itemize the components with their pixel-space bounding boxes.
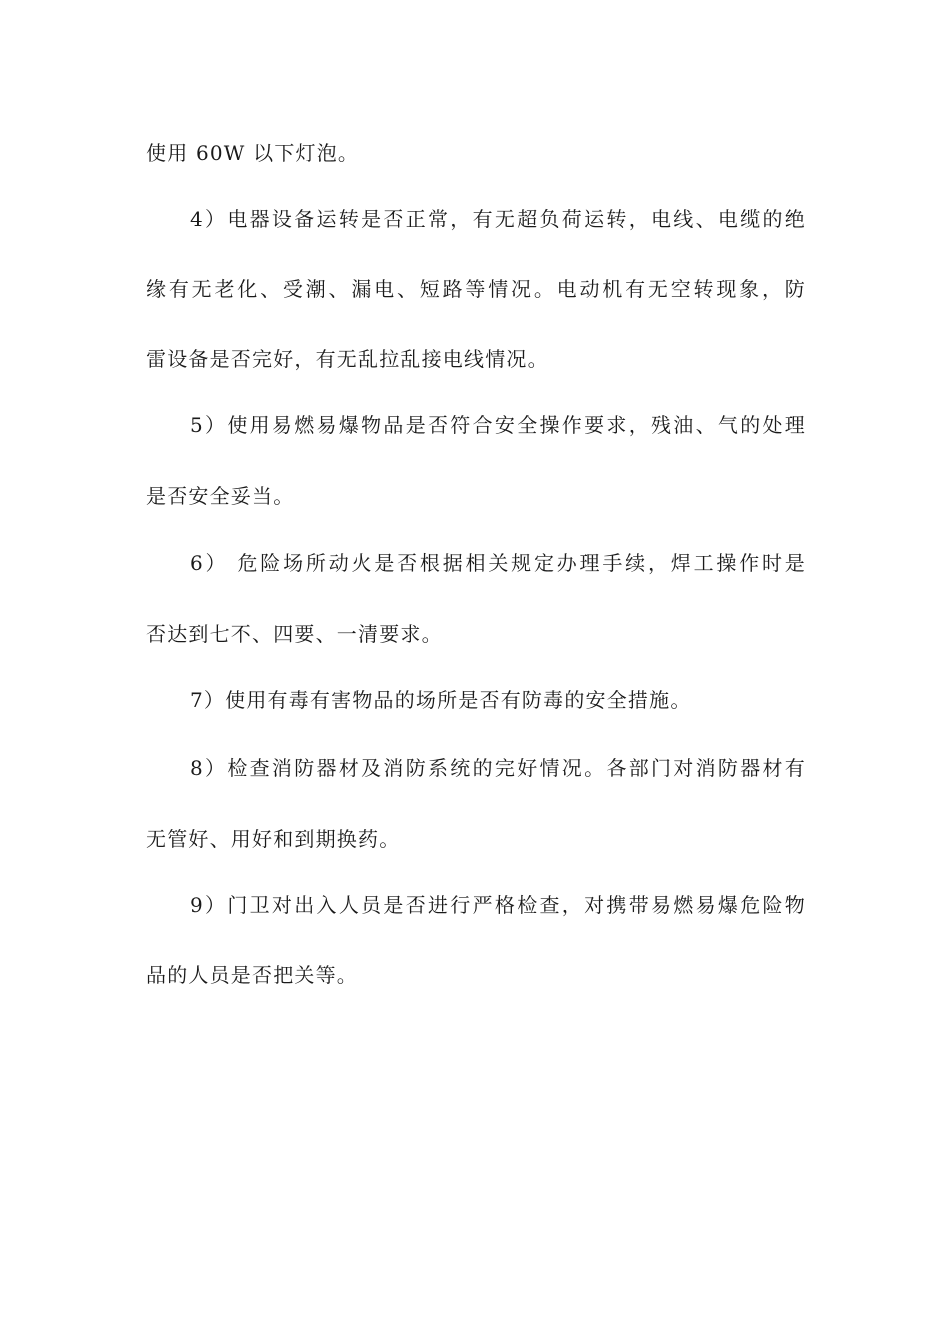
item-9-line-2: 品的人员是否把关等。 bbox=[146, 963, 358, 987]
item-8-line-1: 8）检查消防器材及消防系统的完好情况。各部门对消防器材有 bbox=[190, 756, 806, 780]
item-7-line-1: 7）使用有毒有害物品的场所是否有防毒的安全措施。 bbox=[190, 688, 692, 712]
text-line-1: 使用 60W 以下灯泡。 bbox=[146, 141, 360, 165]
item-6-line-1: 6） 危险场所动火是否根据相关规定办理手续，焊工操作时是 bbox=[190, 551, 806, 575]
item-4-line-3: 雷设备是否完好，有无乱拉乱接电线情况。 bbox=[146, 347, 549, 371]
item-8-line-2: 无管好、用好和到期换药。 bbox=[146, 827, 401, 851]
item-5-line-2: 是否安全妥当。 bbox=[146, 484, 295, 508]
item-6-line-2: 否达到七不、四要、一清要求。 bbox=[146, 622, 443, 646]
item-4-line-2: 缘有无老化、受潮、漏电、短路等情况。电动机有无空转现象，防 bbox=[146, 277, 806, 301]
item-4-line-1: 4）电器设备运转是否正常，有无超负荷运转，电线、电缆的绝 bbox=[190, 207, 806, 231]
item-5-line-1: 5）使用易燃易爆物品是否符合安全操作要求，残油、气的处理 bbox=[190, 413, 806, 437]
item-9-line-1: 9）门卫对出入人员是否进行严格检查，对携带易燃易爆危险物 bbox=[190, 893, 806, 917]
